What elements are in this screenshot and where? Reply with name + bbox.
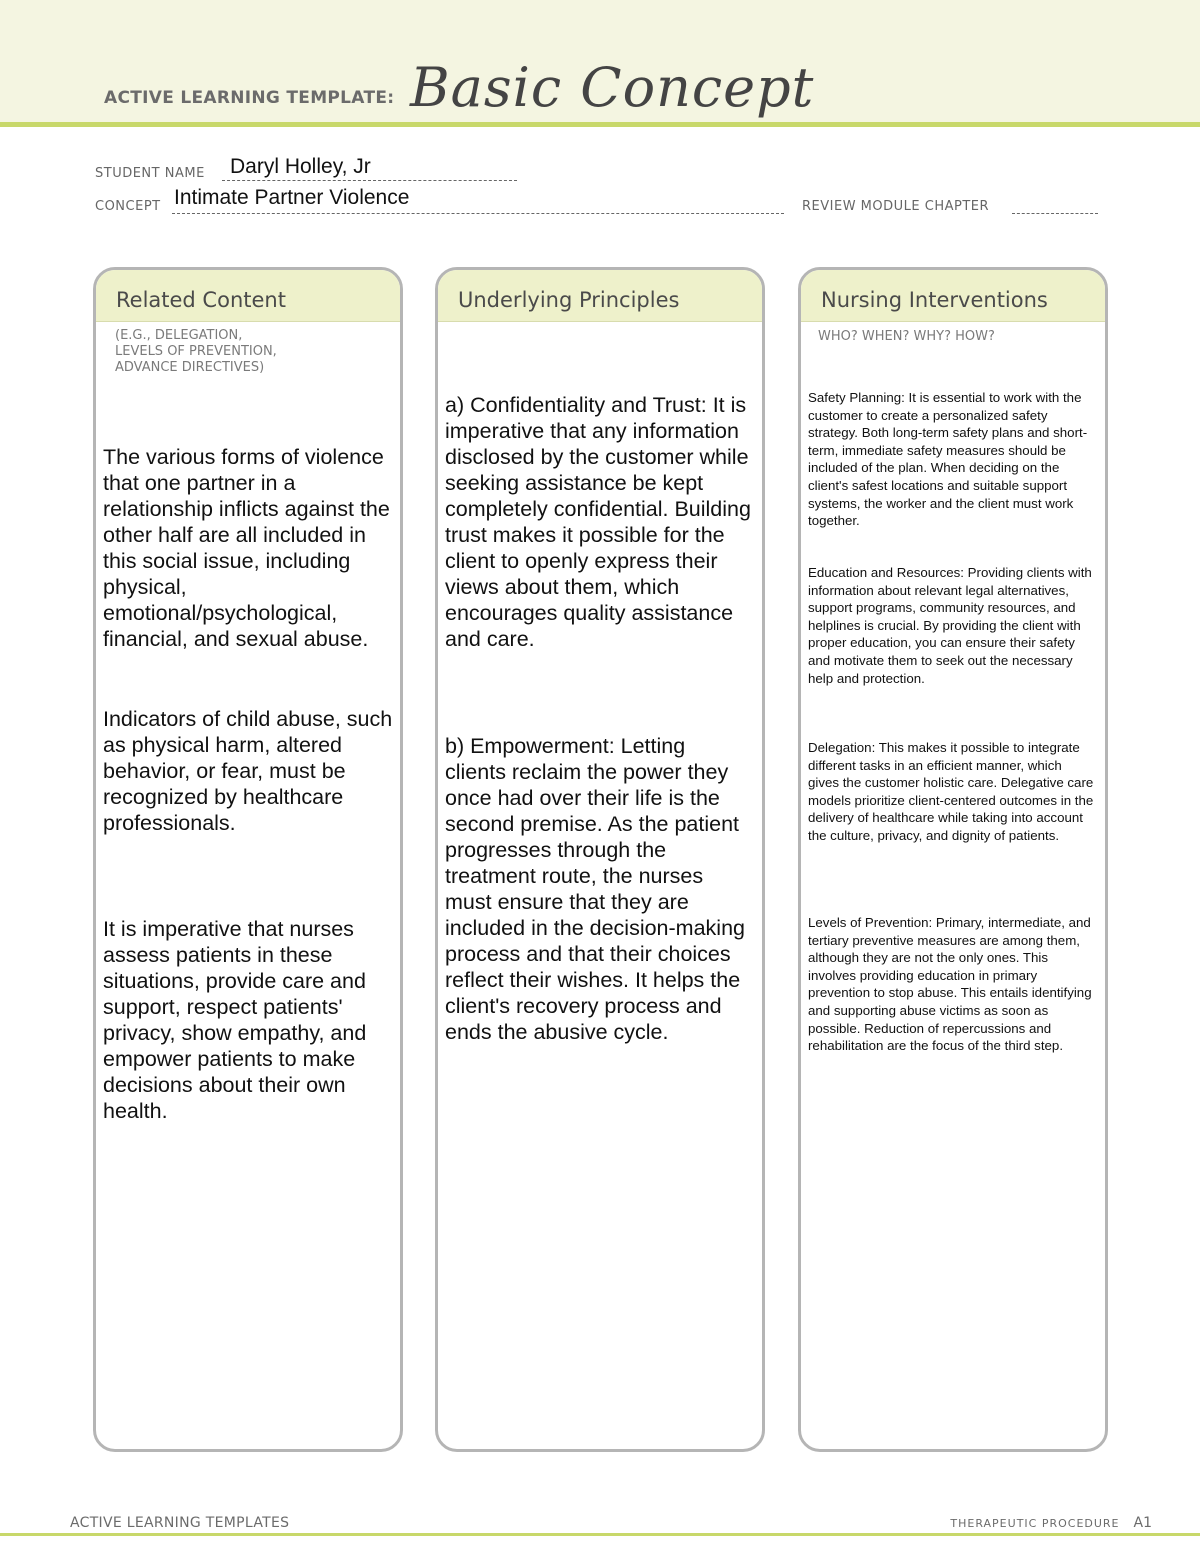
related-paragraph-3: It is imperative that nurses assess patients in these situations, provide care and support, respect patients' privacy, show empathy, and empower patients to make decisions about their own health. [103,917,367,1123]
footer-left: ACTIVE LEARNING TEMPLATES [70,1515,290,1531]
nursing-interventions-heading: Nursing Interventions [801,270,1105,322]
concept-value[interactable]: Intimate Partner Violence [174,186,410,209]
header-rule [0,122,1200,127]
related-paragraph-1: The various forms of violence that one partner in a relationship inflicts against the other half are all included in this social issue, including physical, emotional/psychological, financial, and sexual abuse. [103,445,390,651]
related-paragraph-2: Indicators of child abuse, such as physical harm, altered behavior, or fear, must be recognized by healthcare professionals. [103,707,393,835]
student-name-value[interactable]: Daryl Holley, Jr [230,155,371,178]
related-content-subheading: (E.G., DELEGATION, LEVELS OF PREVENTION, ADVANCE DIRECTIVES) [115,328,277,375]
footer-procedure-label: THERAPEUTIC PROCEDURE [950,1517,1120,1530]
intervention-levels-of-prevention: Levels of Prevention: Primary, intermediate, and tertiary preventive measures are among them, although they are not the only ones. This involves providing education in primary prevention to stop abuse. This entails identifying and supporting abuse victims as soon as possible. Reduction of repercussions and rehabilitation are the focus of the third step. [808,915,1092,1054]
footer-code: A1 [1133,1515,1152,1531]
principle-empowerment: b) Empowerment: Letting clients reclaim the power they once had over their life is the second premise. As the patient progresses through the treatment route, the nurses must ensure that they are included in the decision-making process and that their choices reflect their wishes. It helps the client's recovery process and ends the abusive cycle. [445,734,745,1044]
template-label: ACTIVE LEARNING TEMPLATE: [104,88,395,108]
intervention-safety-planning: Safety Planning: It is essential to work with the customer to create a personalized safety strategy. Both long-term safety plans and short-term, immediate safety measures should be included of the plan. When deciding on the client's safest locations and suitable support systems, the worker and the client must work together. [808,390,1088,529]
footer-right [950,1515,1152,1531]
student-name-line [222,180,517,181]
template-title: Basic Concept [410,56,815,119]
nursing-interventions-subheading: WHO? WHEN? WHY? HOW? [818,329,995,344]
footer-rule [0,1533,1200,1536]
related-content-heading: Related Content [96,270,400,322]
review-module-label: REVIEW MODULE CHAPTER [802,199,990,214]
intervention-delegation: Delegation: This makes it possible to integrate different tasks in an efficient manner, which gives the customer holistic care. Delegative care models prioritize client-centered outcomes in the delivery of healthcare while taking into account the culture, privacy, and dignity of patients. [808,740,1094,843]
student-name-label: STUDENT NAME [95,166,205,181]
review-module-line [1012,213,1098,214]
concept-line [172,213,784,214]
concept-label: CONCEPT [95,199,161,214]
underlying-principles-heading: Underlying Principles [438,270,762,322]
intervention-education: Education and Resources: Providing clients with information about relevant legal alternatives, support programs, community resources, and helplines is crucial. By providing the client with proper education, you can ensure their safety and motivate them to seek out the necessary help and protection. [808,565,1092,686]
principle-confidentiality: a) Confidentiality and Trust: It is imperative that any information disclosed by the customer while seeking assistance be kept completely confidential. Building trust makes it possible for the client to openly express their views about them, which encourages quality assistance and care. [445,393,751,651]
